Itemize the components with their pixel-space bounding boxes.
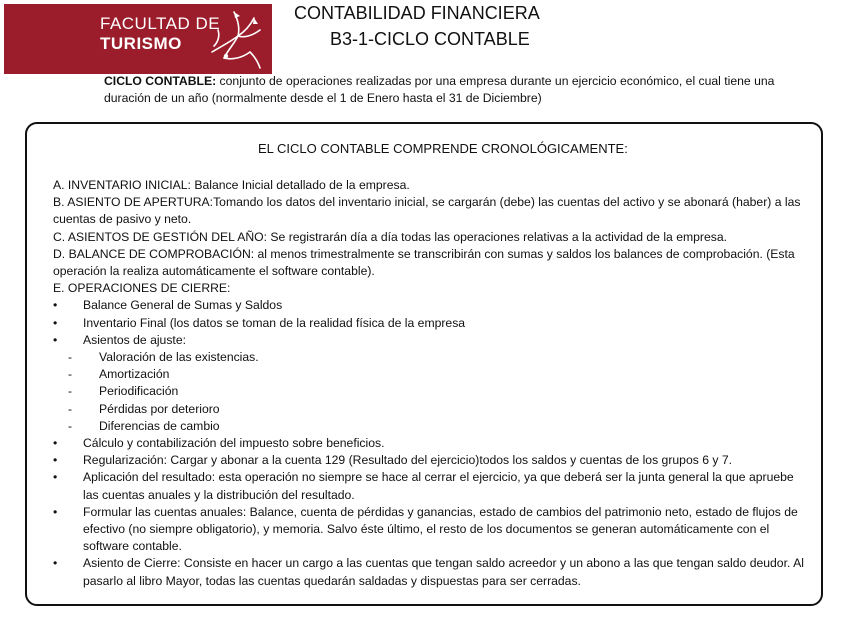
logo-line-2: TURISMO [100, 34, 182, 53]
bullet-marker: • [53, 556, 58, 571]
list-item [53, 504, 810, 556]
dash-marker: - [68, 401, 73, 416]
list-item [53, 315, 810, 332]
list-item-text: Formular las cuentas anuales: Balance, cuenta de pérdidas y ganancias, estado de cambios del patrimonio neto, estado de flujos de efectivo (no siempre obligatorio), y memoria. Salvo éste último, el resto de los documentos se generan automáticamente con el software contable. [83, 504, 798, 554]
dash-marker: - [68, 367, 73, 382]
list-item-text: Cálculo y contabilización del impuesto sobre beneficios. [83, 436, 385, 451]
sub-list-item-text: Pérdidas por deterioro [99, 401, 220, 416]
bullet-marker: • [53, 453, 58, 468]
panel-heading: EL CICLO CONTABLE COMPRENDE CRONOLÓGICAMENTE: [258, 141, 628, 156]
list-item-text: Balance General de Sumas y Saldos [83, 298, 283, 313]
section-d [53, 246, 810, 280]
list-item-text: Aplicación del resultado: esta operación no siempre se hace al cerrar el ejercicio, ya que deberá ser la junta general la que apruebe las cuentas anuales y la distribución del resultado. [83, 470, 794, 502]
list-item [53, 332, 810, 349]
faculty-logo [4, 4, 272, 74]
section-text: al menos trimestralmente se transcribirán con sumas y saldos los balances de comprobación. (Esta operación la realiza automáticamente el software contable). [53, 246, 795, 279]
course-title: CONTABILIDAD FINANCIERA [294, 3, 540, 23]
sub-list-item-text: Periodificación [99, 384, 179, 399]
sub-list-item-text: Amortización [99, 367, 170, 382]
definition-term: CICLO CONTABLE: [104, 74, 217, 88]
bullet-marker: • [53, 470, 58, 485]
list-item [53, 452, 810, 469]
section-label: E. OPERACIONES DE CIERRE: [53, 281, 231, 296]
dash-marker: - [68, 350, 73, 365]
sub-list-item-text: Valoración de las existencias. [99, 350, 259, 365]
sub-list-item [53, 383, 810, 400]
bird-emblem-icon [204, 6, 270, 72]
list-item-text: Inventario Final (los datos se toman de la realidad física de la empresa [83, 315, 466, 330]
sub-list-item-text: Diferencias de cambio [99, 418, 220, 433]
bullet-marker: • [53, 332, 58, 347]
section-text: Se registrarán día a día todas las operaciones relativas a la actividad de la empresa. [267, 229, 728, 244]
sub-list-item [53, 349, 810, 366]
lesson-title: B3-1-CICLO CONTABLE [330, 29, 530, 49]
section-b [53, 194, 810, 228]
bullet-marker: • [53, 315, 58, 330]
logo-line-1: FACULTAD DE [100, 14, 221, 33]
sub-list-item [53, 418, 810, 435]
section-a [53, 177, 810, 194]
section-text: Tomando los datos del inventario inicial, se cargarán (debe) las cuentas del activo y se abonará (haber) a las cuentas de pasivo y neto. [53, 195, 801, 227]
list-item [53, 435, 810, 452]
list-item [53, 555, 810, 589]
bullet-marker: • [53, 436, 58, 451]
definition-text: conjunto de operaciones realizadas por una empresa durante un ejercicio económico, el cual tiene una duración de un año (normalmente desde el 1 de Enero hasta el 31 de Diciembre) [104, 74, 775, 105]
section-label: B. ASIENTO DE APERTURA: [53, 195, 214, 210]
sub-list-item [53, 366, 810, 383]
section-c [53, 229, 810, 246]
list-item-text: Regularización: Cargar y abonar a la cuenta 129 (Resultado del ejercicio)todos los saldos y cuentas de los grupos 6 y 7. [83, 453, 733, 468]
section-label: D. BALANCE DE COMPROBACIÓN: [53, 246, 255, 261]
cycle-content [53, 177, 810, 590]
sub-list-item [53, 401, 810, 418]
section-label: A. INVENTARIO INICIAL: [53, 178, 191, 192]
bullet-marker: • [53, 504, 58, 519]
list-item [53, 469, 810, 503]
definition-paragraph [104, 73, 794, 107]
section-e [53, 280, 810, 297]
list-item-text: Asiento de Cierre: Consiste en hacer un cargo a las cuentas que tengan saldo acreedor y un abono a las que tengan saldo deudor. Al pasarlo al libro Mayor, todas las cuentas quedarán saldadas y dispuestas para ser cerradas. [83, 556, 804, 588]
section-text: Balance Inicial detallado de la empresa. [190, 178, 410, 192]
section-label: C. ASIENTOS DE GESTIÓN DEL AÑO: [53, 229, 268, 244]
bullet-marker: • [53, 298, 58, 313]
dash-marker: - [68, 418, 73, 433]
dash-marker: - [68, 384, 73, 399]
list-item [53, 297, 810, 314]
list-item-text: Asientos de ajuste: [83, 332, 186, 347]
